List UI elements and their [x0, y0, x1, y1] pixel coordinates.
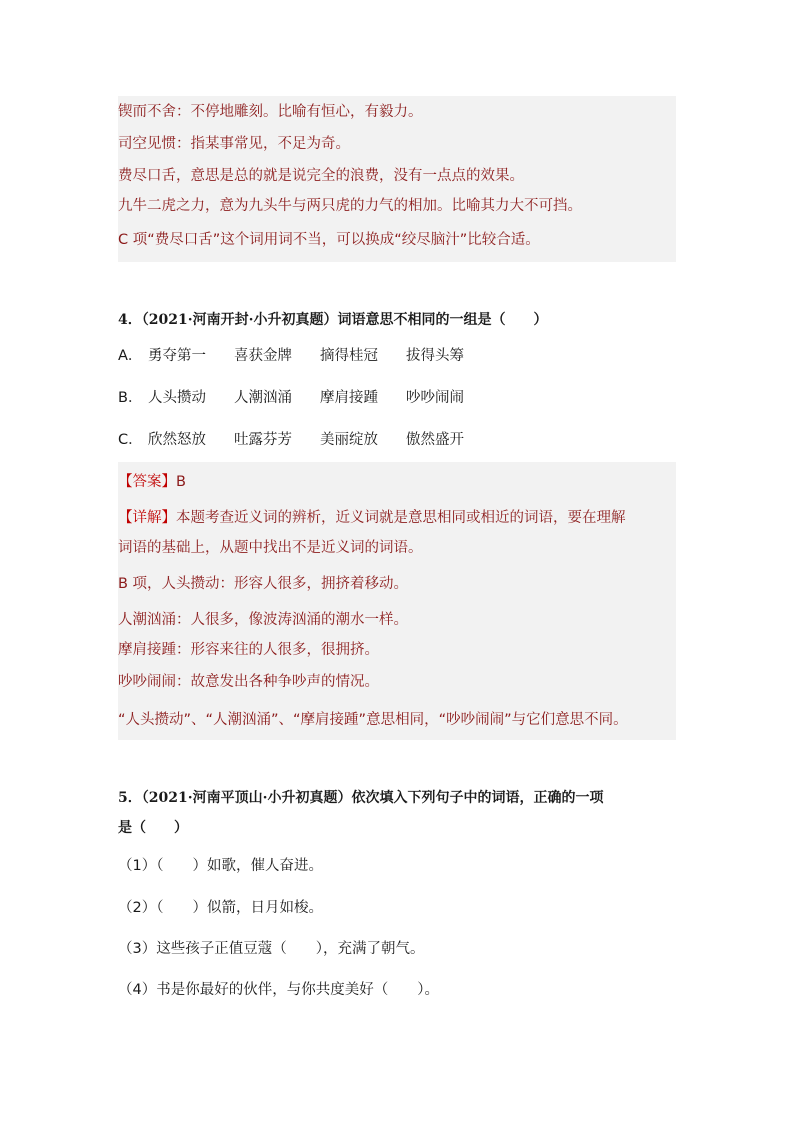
question-4-option-c[interactable] [118, 430, 492, 450]
option-label: C． [118, 432, 143, 448]
question-5-item: （3）这些孩子正值豆蔻（ ），充满了朝气。 [118, 941, 425, 957]
question-5-title-cont: 是（ ） [118, 820, 188, 836]
answer-line [118, 472, 186, 492]
explanation-line: 锲而不舍：不停地雕刻。比喻有恒心，有毅力。 [118, 104, 423, 120]
explanation-line: 人潮汹涌：人很多，像波涛汹涌的潮水一样。 [118, 612, 408, 628]
question-5-item: （1）（ ）如歌，催人奋进。 [118, 858, 323, 874]
question-4-option-a[interactable] [118, 346, 492, 366]
option-word: 吵吵闹闹 [406, 390, 464, 406]
option-label: A． [118, 348, 143, 364]
question-5-title: 5．（2021·河南平顶山·小升初真题）依次填入下列句子中的词语，正确的一项 [118, 790, 604, 806]
explanation-box-1 [118, 96, 676, 262]
explanation-line: 费尽口舌，意思是总的就是说完全的浪费，没有一点点的效果。 [118, 168, 524, 184]
question-5-item: （4）书是你最好的伙伴，与你共度美好（ ）。 [118, 982, 439, 998]
detail-tag: 【详解】 [118, 510, 176, 526]
option-word: 勇夺第一 [148, 348, 206, 364]
detail-line: 词语的基础上，从题中找出不是近义词的词语。 [118, 540, 423, 556]
option-word: 美丽绽放 [320, 432, 378, 448]
answer-value: B [176, 474, 186, 490]
detail-line [118, 508, 626, 528]
option-word: 人头攒动 [148, 390, 206, 406]
explanation-conclusion: “人头攒动”、“人潮汹涌”、“摩肩接踵”意思相同，“吵吵闹闹”与它们意思不同。 [118, 712, 628, 728]
option-word: 吐露芬芳 [234, 432, 292, 448]
detail-text: 本题考查近义词的辨析，近义词就是意思相同或相近的词语，要在理解 [176, 510, 626, 526]
option-word: 喜获金牌 [234, 348, 292, 364]
explanation-line: 吵吵闹闹：故意发出各种争吵声的情况。 [118, 674, 379, 690]
explanation-line: B 项，人头攒动：形容人很多，拥挤着移动。 [118, 576, 409, 592]
question-4-title: 4．（2021·河南开封·小升初真题）词语意思不相同的一组是（ ） [118, 312, 548, 328]
explanation-line: 九牛二虎之力，意为九头牛与两只虎的力气的相加。比喻其力大不可挡。 [118, 198, 582, 214]
option-word: 拔得头筹 [406, 348, 464, 364]
option-label: B． [118, 390, 143, 406]
answer-tag: 【答案】 [118, 474, 176, 490]
explanation-line: 摩肩接踵：形容来往的人很多，很拥挤。 [118, 642, 379, 658]
explanation-line: 司空见惯：指某事常见，不足为奇。 [118, 136, 350, 152]
question-5-item: （2）（ ）似箭，日月如梭。 [118, 900, 323, 916]
option-word: 摩肩接踵 [320, 390, 378, 406]
option-word: 人潮汹涌 [234, 390, 292, 406]
option-word: 摘得桂冠 [320, 348, 378, 364]
explanation-conclusion: C 项“费尽口舌”这个词用词不当，可以换成“绞尽脑汁”比较合适。 [118, 232, 540, 248]
question-4-option-b[interactable] [118, 388, 492, 408]
option-word: 傲然盛开 [406, 432, 464, 448]
option-word: 欣然怒放 [148, 432, 206, 448]
answer-box [118, 462, 676, 740]
